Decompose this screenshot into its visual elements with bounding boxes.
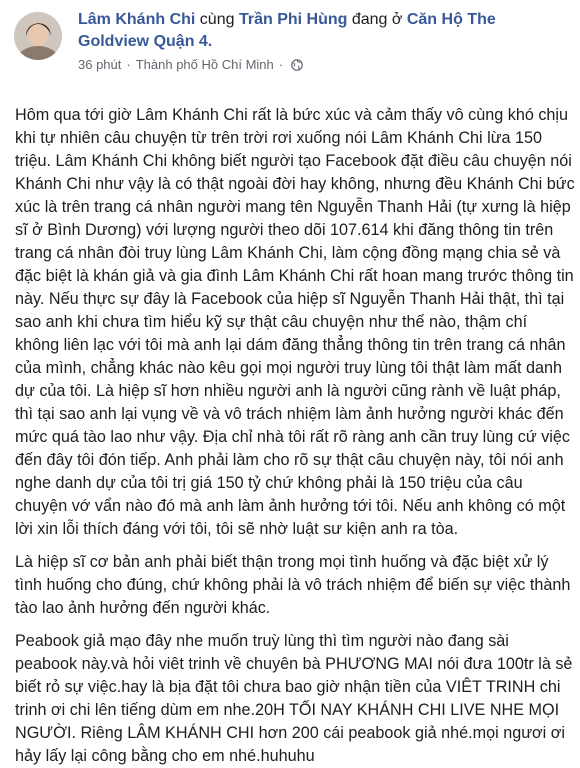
avatar[interactable] [14, 12, 62, 60]
post-header [78, 9, 558, 73]
post-paragraph-3: Peabook giả mạo đây nhe muốn truỳ lùng thì tìm người nào đang sài peabook này.và hỏi viêt trinh về chuyên bà PHƯƠNG MAI nói đưa 100tr là sẻ biết rỏ sự việc.hay là bịa đặt tôi chưa bao giờ nhận tiền của VIÊT TRINH chi trinh ơi chi lên tiếng dùm em nhe.20H TỐI NAY KHÁNH CHI LIVE NHE MỌI NGƯỜI. Riêng LÂM KHÁNH CHI hơn 200 cái peabook giả nhé.mọi ngươi ơi hảy lấy lại công bằng cho em nhé.huhuhu [15, 632, 573, 765]
tagged-user-link[interactable]: Trần Phi Hùng [238, 11, 348, 28]
post-paragraph-2: Là hiệp sĩ cơ bản anh phải biết thận trong mọi tình huống và đặc biệt xử lý tình huống cho đúng, chứ không phải là vô trách nhiệm để biến sự việc thành tào lao ảnh hưởng đến người khác. [15, 553, 571, 617]
globe-icon[interactable] [291, 59, 303, 71]
meta-separator-2: · [278, 57, 284, 72]
meta-separator: · [126, 57, 131, 72]
place-link-part1[interactable]: Căn Hộ The [406, 11, 496, 28]
post-paragraph-1: Hôm qua tới giờ Lâm Khánh Chi rất là bức xúc và cảm thấy vô cùng khó chịu khi tự nhiên câu chuyện từ trên trời rơi xuống nói Lâm Khánh Chi lừa 150 triệu. Lâm Khánh Chi không biết người tạo Facebook đặt điều câu chuyện nói Khánh Chi như vậy là có thật ngoài đời hay không, nhưng đều Khánh Chi bức xúc là trên trang cá nhân người mang tên Nguyễn Thanh Hải (tự xưng là hiệp sĩ ở Bình Dương) với lượng người theo dõi 107.614 khi đăng thông tin trên trang cá nhân đòi truy lùng Lâm Khánh Chi, làm cộng đồng mạng chia sẻ và đặc biệt là khán giả và gia đình Lâm Khánh Chi rất hoan mang trước thông tin này. Nếu thực sự đây là Facebook của hiệp sĩ Nguyễn Thanh Hải thật, thì tại sao anh khi chưa tìm hiểu kỹ sự thật câu chuyện như thế nào, thậm chí không liên lạc với tôi mà anh lại dám đăng thẳng thông tin trên trang cá nhân của mình, chẳng khác nào kêu gọi mọi người truy lùng tôi thật làm mất danh dự của tôi. Là hiệp sĩ hơn nhiều người anh là người cũng rành về luật pháp, thì tại sao anh lại vụng về và vô trách nhiệm làm ảnh hưởng người khác đến mức quá tào lao như vậy. Địa chỉ nhà tôi rất rõ ràng anh cần truy lùng cứ việc đến đây tôi đón tiếp. Anh phải làm cho rõ sự thật câu chuyện này, tôi nói anh nghe danh dự của tôi trị giá 150 tỷ chứ không phải là 150 triệu của câu chuyện vớ vẩn nào đó mà anh làm ảnh hưởng tới tôi. Nếu anh không có một lời xin lỗi thích đáng với tôi, tôi sẽ nhờ luật sư kiện anh ra tòa. [15, 106, 575, 538]
with-word: cùng [199, 11, 235, 28]
post-location-link[interactable]: Thành phố Hồ Chí Minh [135, 57, 274, 72]
at-word: đang ở [351, 11, 403, 28]
post-title [78, 9, 558, 53]
author-name-link[interactable]: Lâm Khánh Chi [78, 11, 196, 28]
post-meta [78, 57, 558, 73]
place-link-part2[interactable]: Goldview Quận 4. [78, 33, 213, 50]
post-body [15, 104, 575, 768]
post-time-link[interactable]: 36 phút [78, 57, 122, 72]
